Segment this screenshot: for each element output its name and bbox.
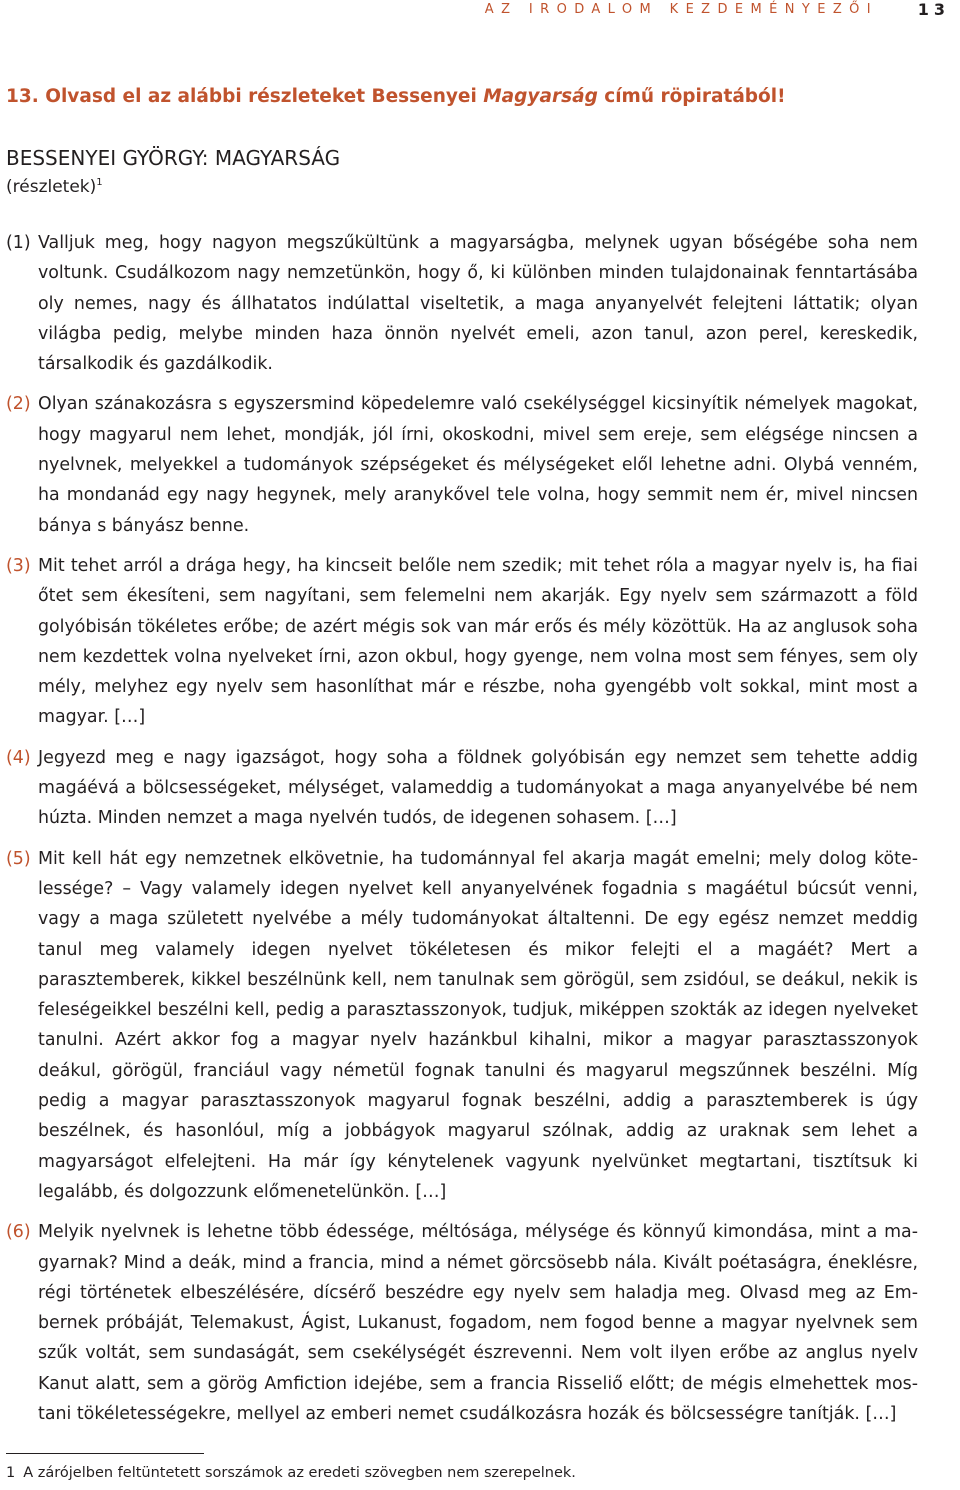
paragraph-number: (2) — [6, 394, 31, 415]
text-subtitle — [6, 177, 103, 197]
paragraph-4 — [6, 743, 918, 834]
paragraph-number: (6) — [6, 1222, 31, 1243]
page-number: 13 — [917, 0, 950, 19]
footnote-text: A zárójelben feltüntetett sorszámok az eredeti szövegben nem szerepelnek. — [23, 1465, 576, 1481]
paragraph-text: Jegyezd meg e nagy igazságot, hogy soha a földnek golyóbisán egy nemzet sem tehette addig magáévá a bölcsességeket, mélységet, valameddig a tudományokat a maga anyanyelvébe bé nem húzta. Minden nemzet a maga nyelvén tudós, de idegenen sohasem. […] — [38, 747, 918, 829]
paragraph-number: (4) — [6, 747, 31, 768]
paragraph-text: Mit tehet arról a drága hegy, ha kincseit belőle nem szedik; mit tehet róla a magyar nyelv is, ha fiai őtet sem ékesíteni, sem nagyítani, sem felemelni nem akarják. Egy nyelv sem származott a föld golyóbisán tökéletes erőbe; de azért mégis sok van már erős és mély közöttük. Ha az anglusok soha nem kezdettek volna nyelveket írni, azon okbul, hogy gyenge, nem volna most sem fényes, sem oly mély, melyhez egy nyelv sem hasonlíthat már e részbe, noha gyengébb volt sokkal, mint most a magyar. […] — [38, 555, 918, 728]
footnote-divider — [6, 1453, 204, 1454]
paragraph-text: Melyik nyelvnek is lehetne több édessége, méltósága, mélysége és könnyű kimondása, mint a magyarnak? Mind a deák, mind a francia, mind a német görcsösebb nála. Kivált poétaságra, éneklésre, régi történetek elbeszélésére, dícsérő beszédre egy nyelv sem haladja meg. Olvasd meg az Embernek próbáját, Telemakust, Ágist, Lukanust, fogadom, nem fogod benne a magyar nyelvnek sem szűk voltát, sem sundaságát, sem csekélységét észrevenni. Nem volt ilyen erőbe az anglus nyelv Kanut alatt, sem a görög Amfiction idejébe, sem a francia Risseliő előtt; de mégis elmehettek mostani tökéletességekre, mellyel az emberi nemet csudálkozásra hozák és bölcsességre tanítják. […] — [38, 1222, 918, 1424]
task-heading — [6, 86, 786, 107]
text-title: BESSENYEI GYÖRGY: MAGYARSÁG — [6, 146, 341, 170]
paragraph-5 — [6, 844, 918, 1208]
text-subtitle-label: (részletek) — [6, 177, 97, 197]
paragraph-3 — [6, 551, 918, 733]
task-heading-work-title: Magyarság — [483, 86, 598, 107]
paragraph-number: (1) — [6, 233, 31, 253]
task-heading-suffix: című röpiratából! — [597, 86, 786, 107]
paragraph-6 — [6, 1217, 918, 1429]
paragraph-1 — [6, 228, 918, 379]
paragraph-number: (5) — [6, 848, 31, 869]
footnote-reference: 1 — [96, 177, 103, 188]
paragraph-text: Olyan szánakozásra s egyszersmind köpedelemre való csekélységgel kicsinyítik némelyek magokat, hogy magyarul nem lehet, mondják, jól írni, okoskodni, mivel sem ereje, sem elégsége nincsen a nyelvnek, melyekkel a tudományok szépségeket és mélységeket elől lehetne adni. Olybá venném, ha mondanád egy nagy hegynek, mely aranykővel tele volna, hogy semmit nem ér, mivel nincsen bánya s bányász benne. — [38, 394, 918, 536]
running-header — [0, 0, 960, 24]
footnote-mark: 1 — [6, 1465, 16, 1481]
paragraph-number: (3) — [6, 555, 31, 576]
footnote — [6, 1465, 576, 1481]
paragraph-2 — [6, 389, 918, 540]
paragraph-text: Mit kell hát egy nemzetnek elkövetnie, ha tudománnyal fel akarja magát emelni; mely dolog kötelessége? – Vagy valamely idegen nyelvet kell anyanyelvének fogadnia s magáétul búcsút venni, vagy a maga született nyelvébe a mély tudományokat általtenni. De egy egész nemzet meddig tanul meg valamely idegen nyelvet tökéletesen és mikor felejti el a magáét? Mert a parasztemberek, kikkel beszélnünk kell, nem tanulnak sem görögül, sem zsidóul, se deákul, nekik is feleségeikkel beszélni kell, pedig a parasztasszonyok, tudjuk, miképpen szokták az idegen nyelveket tanulni. Azért akkor fog a magyar nyelv hazánkbul kihalni, mikor a magyar parasztasszonyok deákul, görögül, franciául vagy németül fognak tanulni és magyarul megszűnnek beszélni. Míg pedig a magyar parasztasszonyok magyarul fognak beszélni, addig a parasztemberek is úgy beszélnek, és hasonlóul, míg a jobbágyok magyarul szólnak, addig az uraknak sem lehet a magyarságot elfelejteni. Ha már így kénytelenek vagyunk nyelvünket megtartani, tisztítsuk ki legalább, és dolgozzunk előmenetelünkön. […] — [38, 848, 918, 1202]
task-heading-prefix: 13. Olvasd el az alábbi részleteket Bessenyei — [6, 86, 484, 107]
paragraph-text: Valljuk meg, hogy nagyon megszűkültünk a magyarságba, melynek ugyan bőségébe soha nem voltunk. Csudálkozom nagy nemzetünkön, hogy ő, ki különben minden tulajdonainak fenntartásába oly nemes, nagy és állhatatos indúlattal viseltetik, a maga anyanyelvét felejteni láttatik; olyan világba pedig, melybe minden haza önnön nyelvét emeli, azon tanul, azon perel, kereskedik, társalkodik és gazdálkodik. — [38, 233, 918, 375]
excerpt-paragraphs — [6, 228, 918, 1439]
running-title: AZ IRODALOM KEZDEMÉNYEZŐI — [484, 2, 878, 17]
